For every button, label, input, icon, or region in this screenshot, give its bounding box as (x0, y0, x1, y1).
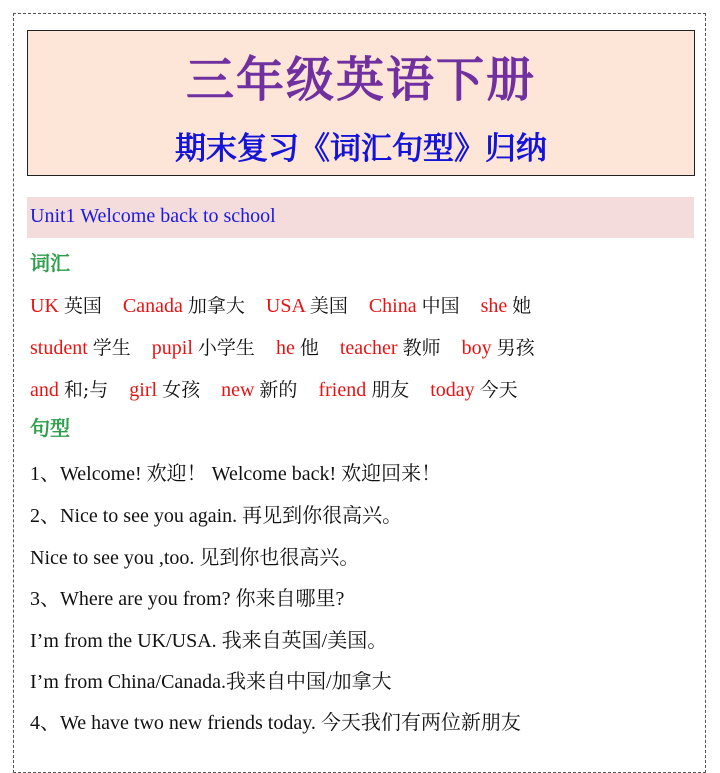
vocab-meaning: 女孩 (162, 379, 201, 401)
vocab-meaning: 她 (512, 295, 532, 317)
vocab-item (318, 379, 409, 401)
vocab-word: UK (30, 295, 59, 317)
vocab-meaning: 中国 (421, 295, 460, 317)
vocab-row (30, 291, 547, 318)
vocab-item (266, 295, 348, 317)
vocab-word: friend (318, 379, 367, 401)
vocab-item (30, 295, 102, 317)
vocab-word: pupil (151, 337, 193, 359)
vocab-item (221, 379, 297, 401)
vocab-meaning: 学生 (92, 337, 131, 359)
vocab-word: China (368, 295, 417, 317)
title-box (27, 30, 695, 176)
sentence-line: Nice to see you ,too. 见到你也很高兴。 (30, 547, 360, 569)
vocab-meaning: 朋友 (371, 379, 410, 401)
vocab-word: and (30, 379, 59, 401)
vocab-item (481, 295, 532, 317)
unit-title: Unit1 Welcome back to school (30, 205, 276, 227)
vocab-item (30, 379, 108, 401)
vocab-item (152, 337, 255, 359)
sentence-line: 1、Welcome! 欢迎！ Welcome back! 欢迎回来！ (30, 463, 442, 485)
vocab-meaning: 英国 (63, 295, 102, 317)
vocab-item (430, 379, 517, 401)
vocab-meaning: 今天 (479, 379, 518, 401)
vocab-meaning: 男孩 (496, 337, 535, 359)
vocab-meaning: 教师 (402, 337, 441, 359)
document-page (13, 13, 706, 773)
unit-banner (27, 197, 694, 238)
vocab-word: he (275, 337, 295, 359)
vocab-item (129, 379, 200, 401)
sentence-line: 3、Where are you from? 你来自哪里? (30, 588, 345, 610)
vocab-word: boy (461, 337, 492, 359)
vocab-meaning: 和;与 (63, 379, 109, 401)
sentences-heading: 句型 (30, 416, 70, 440)
vocab-row (30, 333, 551, 360)
vocab-meaning: 加拿大 (187, 295, 245, 317)
vocab-item (369, 295, 460, 317)
vocab-meaning: 新的 (259, 379, 298, 401)
vocab-meaning: 他 (299, 337, 319, 359)
vocab-word: girl (129, 379, 158, 401)
vocab-row (30, 375, 534, 402)
vocab-word: student (30, 337, 88, 359)
vocab-meaning: 美国 (309, 295, 348, 317)
vocab-item (30, 337, 131, 359)
vocab-item (462, 337, 535, 359)
vocab-word: Canada (122, 295, 183, 317)
vocab-word: today (430, 379, 475, 401)
vocab-word: teacher (339, 337, 398, 359)
vocab-word: she (480, 295, 508, 317)
vocab-item (340, 337, 441, 359)
vocab-item (276, 337, 319, 359)
vocab-word: new (221, 379, 255, 401)
vocab-item (123, 295, 245, 317)
sentence-line: 2、Nice to see you again. 再见到你很高兴。 (30, 505, 403, 527)
vocab-heading: 词汇 (30, 251, 70, 275)
sentence-line: I’m from the UK/USA. 我来自英国/美国。 (30, 630, 388, 652)
page-subtitle: 期末复习《词汇句型》归纳 (175, 131, 547, 167)
sentence-line: 4、We have two new friends today. 今天我们有两位新朋友 (30, 712, 521, 734)
page-title: 三年级英语下册 (185, 52, 536, 108)
vocab-meaning: 小学生 (197, 337, 255, 359)
sentence-line: I’m from China/Canada.我来自中国/加拿大 (30, 671, 392, 693)
vocab-word: USA (265, 295, 305, 317)
